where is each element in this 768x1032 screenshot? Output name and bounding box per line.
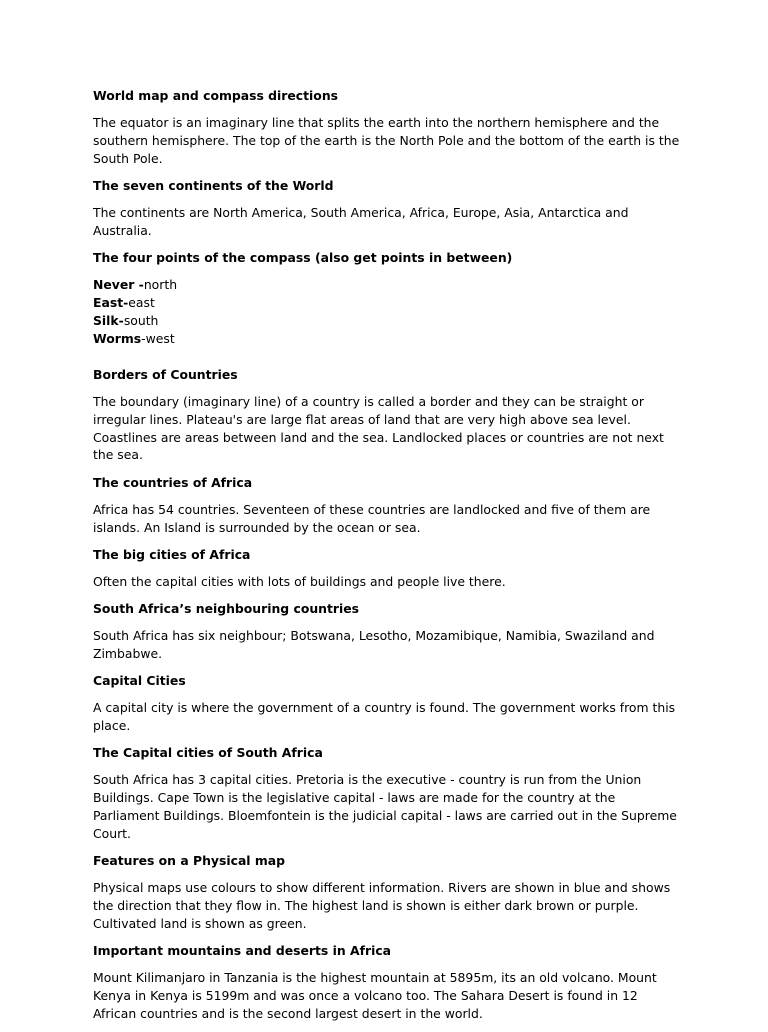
section-heading: The countries of Africa: [93, 474, 253, 490]
section-paragraph: Africa has 54 countries. Seventeen of these countries are landlocked and five of them are islands. An Island is surrounded by the ocean or sea.: [93, 501, 651, 535]
mnemonic-word: Never -: [93, 277, 144, 293]
section-heading: The Capital cities of South Africa: [93, 744, 323, 760]
mnemonic-direction: east: [128, 295, 155, 311]
section-paragraph: The continents are North America, South America, Africa, Europe, Asia, Antarctica and Australia.: [93, 205, 629, 238]
section-heading: The seven continents of the World: [93, 178, 334, 193]
section-heading: South Africa’s neighbouring countries: [93, 600, 360, 616]
section-paragraph: South Africa has six neighbour; Botswana, Lesotho, Mozamibique, Namibia, Swaziland and Zimbabwe.: [93, 627, 655, 661]
section-paragraph: The equator is an imaginary line that splits the earth into the northern hemisphere and the southern hemisphere. The top of the earth is the North Pole and the bottom of the earth is the South Pole.: [93, 115, 680, 166]
mnemonic-word: Silk-: [93, 313, 124, 328]
mnemonic-line: [93, 330, 683, 348]
section-heading: The big cities of Africa: [93, 546, 251, 562]
section-heading: Features on a Physical map: [93, 852, 286, 868]
mnemonic-direction: north: [143, 277, 178, 293]
section-paragraph: Mount Kilimanjaro in Tanzania is the highest mountain at 5895m, its an old volcano. Mount Kenya in Kenya is 5199m and was once a volcano too. The Sahara Desert is found in 12 African countries and is the second largest desert in the world.: [93, 969, 657, 1021]
mnemonic-word: East-: [93, 295, 129, 311]
section-paragraph: The boundary (imaginary line) of a country is called a border and they can be straight or irregular lines. Plateau's are large flat areas of land that are very high above sea level. Coastlines are areas between land and the sea. Landlocked places or countries are not next the sea.: [93, 393, 664, 463]
section-paragraph: A capital city is where the government of a country is found. The government works from this place.: [93, 699, 676, 733]
mnemonic-line: [93, 312, 683, 330]
section-heading: World map and compass directions: [93, 88, 339, 103]
mnemonic-word: Worms: [93, 330, 142, 346]
mnemonic-direction: south: [123, 313, 159, 328]
section-heading: The four points of the compass (also get points in between): [93, 250, 513, 266]
section-paragraph: Often the capital cities with lots of buildings and people live there.: [93, 573, 506, 589]
section-heading: Borders of Countries: [93, 366, 238, 382]
document-page: [93, 87, 683, 1032]
mnemonic-line: [93, 276, 683, 294]
section-heading: Capital Cities: [93, 672, 186, 688]
mnemonic-direction: -west: [141, 330, 175, 346]
section-paragraph: Physical maps use colours to show different information. Rivers are shown in blue and shows the direction that they flow in. The highest land is shown is either dark brown or purple. Cultivated land is shown as green.: [93, 879, 671, 931]
mnemonic-line: [93, 294, 683, 312]
section-paragraph: South Africa has 3 capital cities. Pretoria is the executive - country is run from the Union Buildings. Cape Town is the legislative capital - laws are made for the country at the Parliament Buildings. Bloemfontein is the judicial capital - laws are carried out in the Supreme Court.: [93, 772, 677, 841]
section-heading: Important mountains and deserts in Africa: [93, 942, 392, 958]
compass-mnemonic: [93, 276, 683, 348]
